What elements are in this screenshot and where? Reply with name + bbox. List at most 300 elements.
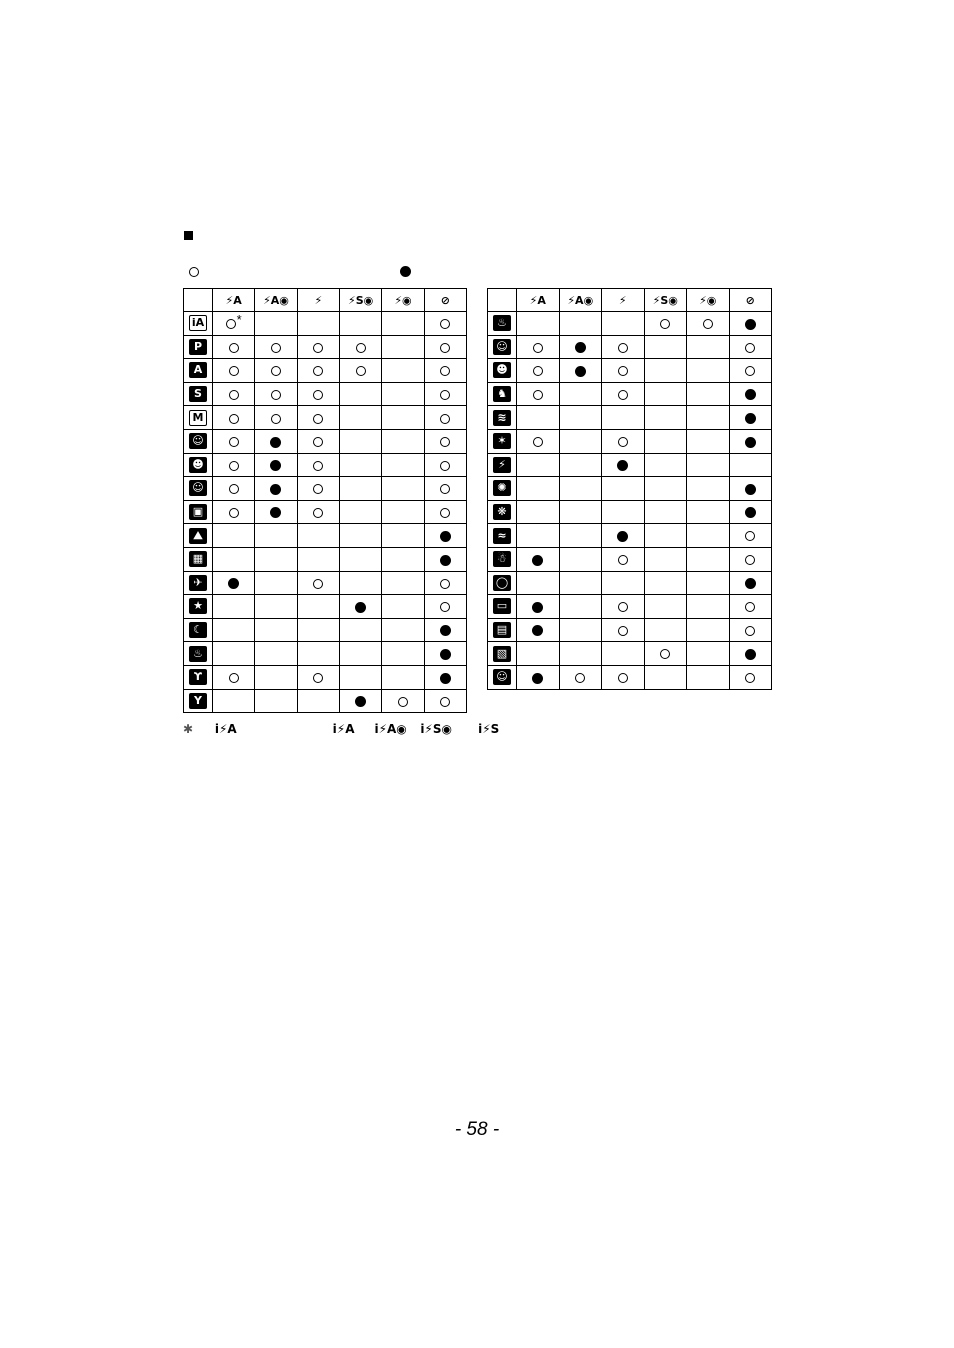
flash-header xyxy=(424,289,466,312)
flash-cell xyxy=(382,429,424,453)
flash-cell xyxy=(687,618,730,642)
available-mark xyxy=(398,697,408,707)
flash-cell xyxy=(339,500,381,524)
available-mark xyxy=(618,673,628,683)
flash-mode-icon: ⚡◉ xyxy=(394,294,412,307)
flash-cell xyxy=(729,642,772,666)
flash-cell xyxy=(339,477,381,501)
available-mark xyxy=(533,366,543,376)
mode-cell xyxy=(184,500,213,524)
flash-cell xyxy=(382,382,424,406)
flash-cell xyxy=(424,500,466,524)
available-mark xyxy=(618,366,628,376)
available-mark xyxy=(229,437,239,447)
flash-cell xyxy=(644,524,687,548)
available-mark xyxy=(229,461,239,471)
available-mark xyxy=(660,319,670,329)
mode-cell xyxy=(488,500,517,524)
table-row xyxy=(488,429,772,453)
available-mark xyxy=(226,319,236,329)
flash-cell xyxy=(382,453,424,477)
flash-cell xyxy=(297,571,339,595)
flash-cell xyxy=(339,406,381,430)
flash-cell xyxy=(382,477,424,501)
scene-mode-icon: ⚡ xyxy=(493,457,511,473)
default-mark xyxy=(617,531,628,542)
flash-cell xyxy=(382,359,424,383)
flash-cell xyxy=(729,359,772,383)
flash-cell xyxy=(255,524,297,548)
mode-cell xyxy=(184,665,213,689)
available-mark xyxy=(229,366,239,376)
table-row xyxy=(184,500,467,524)
default-mark xyxy=(440,625,451,636)
legend-available xyxy=(189,264,199,280)
default-mark xyxy=(270,507,281,518)
flash-cell xyxy=(687,595,730,619)
mode-cell xyxy=(488,547,517,571)
flash-cell xyxy=(213,665,255,689)
flash-cell xyxy=(339,359,381,383)
flash-cell xyxy=(424,547,466,571)
flash-cell xyxy=(213,524,255,548)
flash-cell xyxy=(517,406,560,430)
scene-mode-icon: ▣ xyxy=(189,504,207,520)
flash-cell xyxy=(213,689,255,713)
scene-mode-icon: ☺ xyxy=(493,339,511,355)
footnote xyxy=(183,722,499,736)
flash-cell xyxy=(255,429,297,453)
available-mark xyxy=(703,319,713,329)
flash-cell xyxy=(339,382,381,406)
flash-cell xyxy=(339,665,381,689)
table-row xyxy=(184,335,467,359)
mode-cell xyxy=(184,335,213,359)
flash-cell xyxy=(602,453,645,477)
scene-mode-icon: S xyxy=(189,386,207,402)
flash-mode-icon: ⚡S◉ xyxy=(652,294,678,307)
table-row xyxy=(488,312,772,336)
flash-cell xyxy=(297,453,339,477)
flash-cell xyxy=(382,312,424,336)
footnote-item: i⚡A xyxy=(332,722,355,736)
flash-cell xyxy=(729,595,772,619)
scene-mode-icon: ♨ xyxy=(493,315,511,331)
flash-cell xyxy=(255,618,297,642)
default-mark xyxy=(745,319,756,330)
flash-cell xyxy=(424,642,466,666)
default-mark xyxy=(745,507,756,518)
scene-mode-icon: ▦ xyxy=(189,551,207,567)
available-mark xyxy=(313,437,323,447)
flash-cell xyxy=(255,571,297,595)
flash-cell xyxy=(339,547,381,571)
flash-cell xyxy=(255,665,297,689)
available-mark xyxy=(660,649,670,659)
footnote-item: i⚡S◉ xyxy=(420,722,452,736)
mode-cell xyxy=(184,571,213,595)
default-mark xyxy=(532,555,543,566)
flash-cell xyxy=(424,406,466,430)
flash-header xyxy=(297,289,339,312)
flash-cell xyxy=(644,642,687,666)
flash-cell xyxy=(729,665,772,689)
default-mark xyxy=(745,484,756,495)
table-row xyxy=(184,359,467,383)
default-mark xyxy=(355,602,366,613)
table-row xyxy=(488,665,772,689)
available-mark xyxy=(745,343,755,353)
flash-cell xyxy=(213,571,255,595)
available-mark xyxy=(440,366,450,376)
flash-cell xyxy=(729,477,772,501)
flash-cell xyxy=(559,642,602,666)
available-mark xyxy=(440,319,450,329)
table-row xyxy=(184,406,467,430)
mode-cell xyxy=(184,312,213,336)
scene-mode-icon: ▧ xyxy=(493,646,511,662)
flash-table-right xyxy=(487,288,772,690)
scene-mode-icon: Y xyxy=(189,693,207,709)
table-row xyxy=(184,429,467,453)
mode-cell xyxy=(488,359,517,383)
available-mark xyxy=(313,461,323,471)
flash-cell xyxy=(559,406,602,430)
scene-mode-icon: ϒ xyxy=(189,669,207,685)
scene-mode-icon: ☻ xyxy=(493,362,511,378)
mode-cell xyxy=(488,406,517,430)
flash-cell xyxy=(255,359,297,383)
flash-mode-icon: ⚡S◉ xyxy=(348,294,374,307)
scene-mode-icon: ☃ xyxy=(493,551,511,567)
flash-mode-icon: ⚡A◉ xyxy=(567,294,594,307)
available-mark xyxy=(229,484,239,494)
flash-cell xyxy=(424,335,466,359)
flash-cell xyxy=(382,524,424,548)
flash-cell xyxy=(644,547,687,571)
flash-cell xyxy=(602,665,645,689)
scene-mode-icon: M xyxy=(189,410,207,426)
flash-cell xyxy=(213,359,255,383)
available-mark xyxy=(745,531,755,541)
available-mark xyxy=(533,437,543,447)
flash-cell xyxy=(213,477,255,501)
flash-cell xyxy=(559,595,602,619)
scene-mode-icon: ☾ xyxy=(189,622,207,638)
footnote-mark: ✱ xyxy=(183,722,194,736)
table-row xyxy=(488,595,772,619)
flash-cell xyxy=(382,595,424,619)
flash-cell xyxy=(517,595,560,619)
flash-cell xyxy=(255,595,297,619)
flash-header xyxy=(687,289,730,312)
available-mark xyxy=(745,602,755,612)
table-row xyxy=(184,642,467,666)
available-mark xyxy=(440,579,450,589)
flash-cell xyxy=(644,335,687,359)
flash-cell xyxy=(297,406,339,430)
flash-mode-icon: ⚡ xyxy=(314,294,323,307)
default-mark xyxy=(270,437,281,448)
flash-cell xyxy=(559,665,602,689)
flash-cell xyxy=(297,665,339,689)
mode-cell xyxy=(488,335,517,359)
scene-mode-icon: ✺ xyxy=(493,480,511,496)
flash-cell xyxy=(687,524,730,548)
available-mark xyxy=(229,508,239,518)
flash-cell xyxy=(602,642,645,666)
scene-mode-icon: ⛰ xyxy=(189,528,207,544)
mode-cell xyxy=(184,547,213,571)
flash-cell xyxy=(559,571,602,595)
flash-cell xyxy=(517,571,560,595)
flash-mode-icon: ⚡A xyxy=(529,294,546,307)
footnote-item: i⚡S xyxy=(478,722,500,736)
flash-cell xyxy=(339,429,381,453)
flash-cell xyxy=(517,524,560,548)
flash-cell xyxy=(255,382,297,406)
flash-cell xyxy=(255,406,297,430)
flash-header xyxy=(559,289,602,312)
mode-cell xyxy=(488,571,517,595)
available-mark xyxy=(313,484,323,494)
table-row xyxy=(184,665,467,689)
flash-cell xyxy=(729,524,772,548)
scene-mode-icon: ▤ xyxy=(493,622,511,638)
flash-cell xyxy=(644,453,687,477)
available-mark xyxy=(440,697,450,707)
available-mark xyxy=(229,343,239,353)
flash-cell xyxy=(729,547,772,571)
default-mark xyxy=(532,625,543,636)
flash-cell xyxy=(255,477,297,501)
mode-cell xyxy=(488,429,517,453)
table-row xyxy=(184,595,467,619)
flash-cell xyxy=(213,500,255,524)
flash-cell xyxy=(602,547,645,571)
default-mark xyxy=(617,460,628,471)
scene-mode-icon: ✶ xyxy=(493,433,511,449)
flash-header xyxy=(729,289,772,312)
available-mark xyxy=(271,366,281,376)
flash-header xyxy=(213,289,255,312)
table-row xyxy=(488,382,772,406)
mode-cell xyxy=(184,689,213,713)
default-mark xyxy=(532,602,543,613)
available-mark xyxy=(575,673,585,683)
mode-cell xyxy=(488,453,517,477)
table-row xyxy=(488,571,772,595)
mode-cell xyxy=(488,524,517,548)
table-row xyxy=(488,547,772,571)
flash-cell xyxy=(297,500,339,524)
flash-cell xyxy=(213,335,255,359)
flash-cell xyxy=(382,547,424,571)
available-mark xyxy=(745,555,755,565)
flash-cell xyxy=(424,595,466,619)
table-row xyxy=(488,477,772,501)
footnote-item: i⚡A◉ xyxy=(374,722,407,736)
available-mark xyxy=(356,366,366,376)
flash-cell xyxy=(382,689,424,713)
flash-cell xyxy=(559,547,602,571)
flash-cell xyxy=(602,524,645,548)
flash-cell xyxy=(687,453,730,477)
available-mark xyxy=(618,626,628,636)
mode-cell xyxy=(184,642,213,666)
available-mark xyxy=(440,414,450,424)
flash-cell xyxy=(339,571,381,595)
flash-cell xyxy=(424,359,466,383)
flash-mode-icon: ⚡A xyxy=(225,294,242,307)
flash-cell xyxy=(729,312,772,336)
table-row xyxy=(488,359,772,383)
flash-cell xyxy=(687,335,730,359)
mode-cell xyxy=(488,477,517,501)
available-mark xyxy=(618,437,628,447)
flash-cell xyxy=(729,618,772,642)
flash-cell xyxy=(559,453,602,477)
flash-cell xyxy=(297,618,339,642)
flash-cell xyxy=(424,618,466,642)
flash-cell xyxy=(382,642,424,666)
flash-cell xyxy=(687,382,730,406)
flash-cell xyxy=(602,429,645,453)
flash-table-left xyxy=(183,288,467,713)
flash-cell xyxy=(559,618,602,642)
flash-cell xyxy=(213,547,255,571)
flash-cell xyxy=(644,571,687,595)
default-mark xyxy=(228,578,239,589)
flash-cell xyxy=(687,571,730,595)
available-mark xyxy=(229,390,239,400)
scene-mode-icon: ≈ xyxy=(493,528,511,544)
available-mark xyxy=(618,555,628,565)
flash-cell xyxy=(517,500,560,524)
flash-cell xyxy=(602,335,645,359)
table-row xyxy=(488,618,772,642)
flash-cell xyxy=(297,312,339,336)
flash-cell xyxy=(255,642,297,666)
table-row xyxy=(184,453,467,477)
scene-mode-icon: ☻ xyxy=(189,457,207,473)
default-mark xyxy=(745,649,756,660)
scene-mode-icon: P xyxy=(189,339,207,355)
table-row xyxy=(488,500,772,524)
available-mark xyxy=(618,390,628,400)
flash-cell xyxy=(297,547,339,571)
table-row xyxy=(184,524,467,548)
flash-cell xyxy=(729,453,772,477)
flash-cell xyxy=(339,595,381,619)
flash-cell xyxy=(602,382,645,406)
flash-header xyxy=(382,289,424,312)
flash-cell xyxy=(382,335,424,359)
flash-cell xyxy=(297,477,339,501)
flash-cell xyxy=(517,477,560,501)
flash-cell xyxy=(729,571,772,595)
available-mark xyxy=(313,673,323,683)
flash-cell xyxy=(517,312,560,336)
table-row xyxy=(184,689,467,713)
mode-cell xyxy=(488,618,517,642)
corner-header xyxy=(184,289,213,312)
flash-cell xyxy=(644,429,687,453)
available-mark xyxy=(313,343,323,353)
flash-cell xyxy=(559,382,602,406)
flash-cell xyxy=(424,571,466,595)
flash-cell xyxy=(517,429,560,453)
footnote-ref: * xyxy=(236,312,242,328)
default-mark xyxy=(440,673,451,684)
flash-cell xyxy=(559,524,602,548)
mode-cell xyxy=(488,665,517,689)
available-mark xyxy=(356,343,366,353)
flash-cell xyxy=(559,429,602,453)
table-row xyxy=(488,642,772,666)
scene-mode-icon: ≋ xyxy=(493,410,511,426)
default-mark xyxy=(532,673,543,684)
page-number: - 58 - xyxy=(454,1119,500,1140)
flash-cell xyxy=(687,359,730,383)
available-mark xyxy=(618,602,628,612)
legend-default xyxy=(400,264,411,280)
flash-cell xyxy=(255,500,297,524)
mode-cell xyxy=(184,595,213,619)
flash-cell xyxy=(559,312,602,336)
default-mark xyxy=(745,389,756,400)
flash-cell xyxy=(559,359,602,383)
flash-cell xyxy=(559,500,602,524)
flash-cell xyxy=(602,359,645,383)
flash-cell xyxy=(517,382,560,406)
flash-cell xyxy=(424,312,466,336)
flash-cell xyxy=(687,500,730,524)
flash-cell xyxy=(644,312,687,336)
default-mark xyxy=(745,578,756,589)
available-mark xyxy=(229,414,239,424)
flash-mode-icon: ⊘ xyxy=(440,294,450,307)
flash-cell xyxy=(213,406,255,430)
available-mark xyxy=(313,390,323,400)
scene-mode-icon: ❋ xyxy=(493,504,511,520)
available-mark xyxy=(618,343,628,353)
mode-cell xyxy=(184,359,213,383)
mode-cell xyxy=(488,595,517,619)
available-mark xyxy=(313,579,323,589)
available-mark xyxy=(440,390,450,400)
flash-cell xyxy=(297,429,339,453)
flash-cell xyxy=(729,335,772,359)
flash-cell xyxy=(339,689,381,713)
flash-cell xyxy=(213,453,255,477)
flash-cell xyxy=(602,618,645,642)
flash-cell xyxy=(729,500,772,524)
flash-cell xyxy=(687,547,730,571)
default-mark xyxy=(440,531,451,542)
mode-cell xyxy=(184,524,213,548)
flash-cell xyxy=(382,665,424,689)
table-row xyxy=(184,312,467,336)
flash-cell xyxy=(602,571,645,595)
mode-cell xyxy=(184,406,213,430)
flash-header xyxy=(644,289,687,312)
flash-cell xyxy=(424,524,466,548)
available-mark xyxy=(745,673,755,683)
scene-mode-icon: ☺ xyxy=(189,480,207,496)
flash-mode-icon: ⚡A◉ xyxy=(263,294,289,307)
flash-cell xyxy=(297,524,339,548)
